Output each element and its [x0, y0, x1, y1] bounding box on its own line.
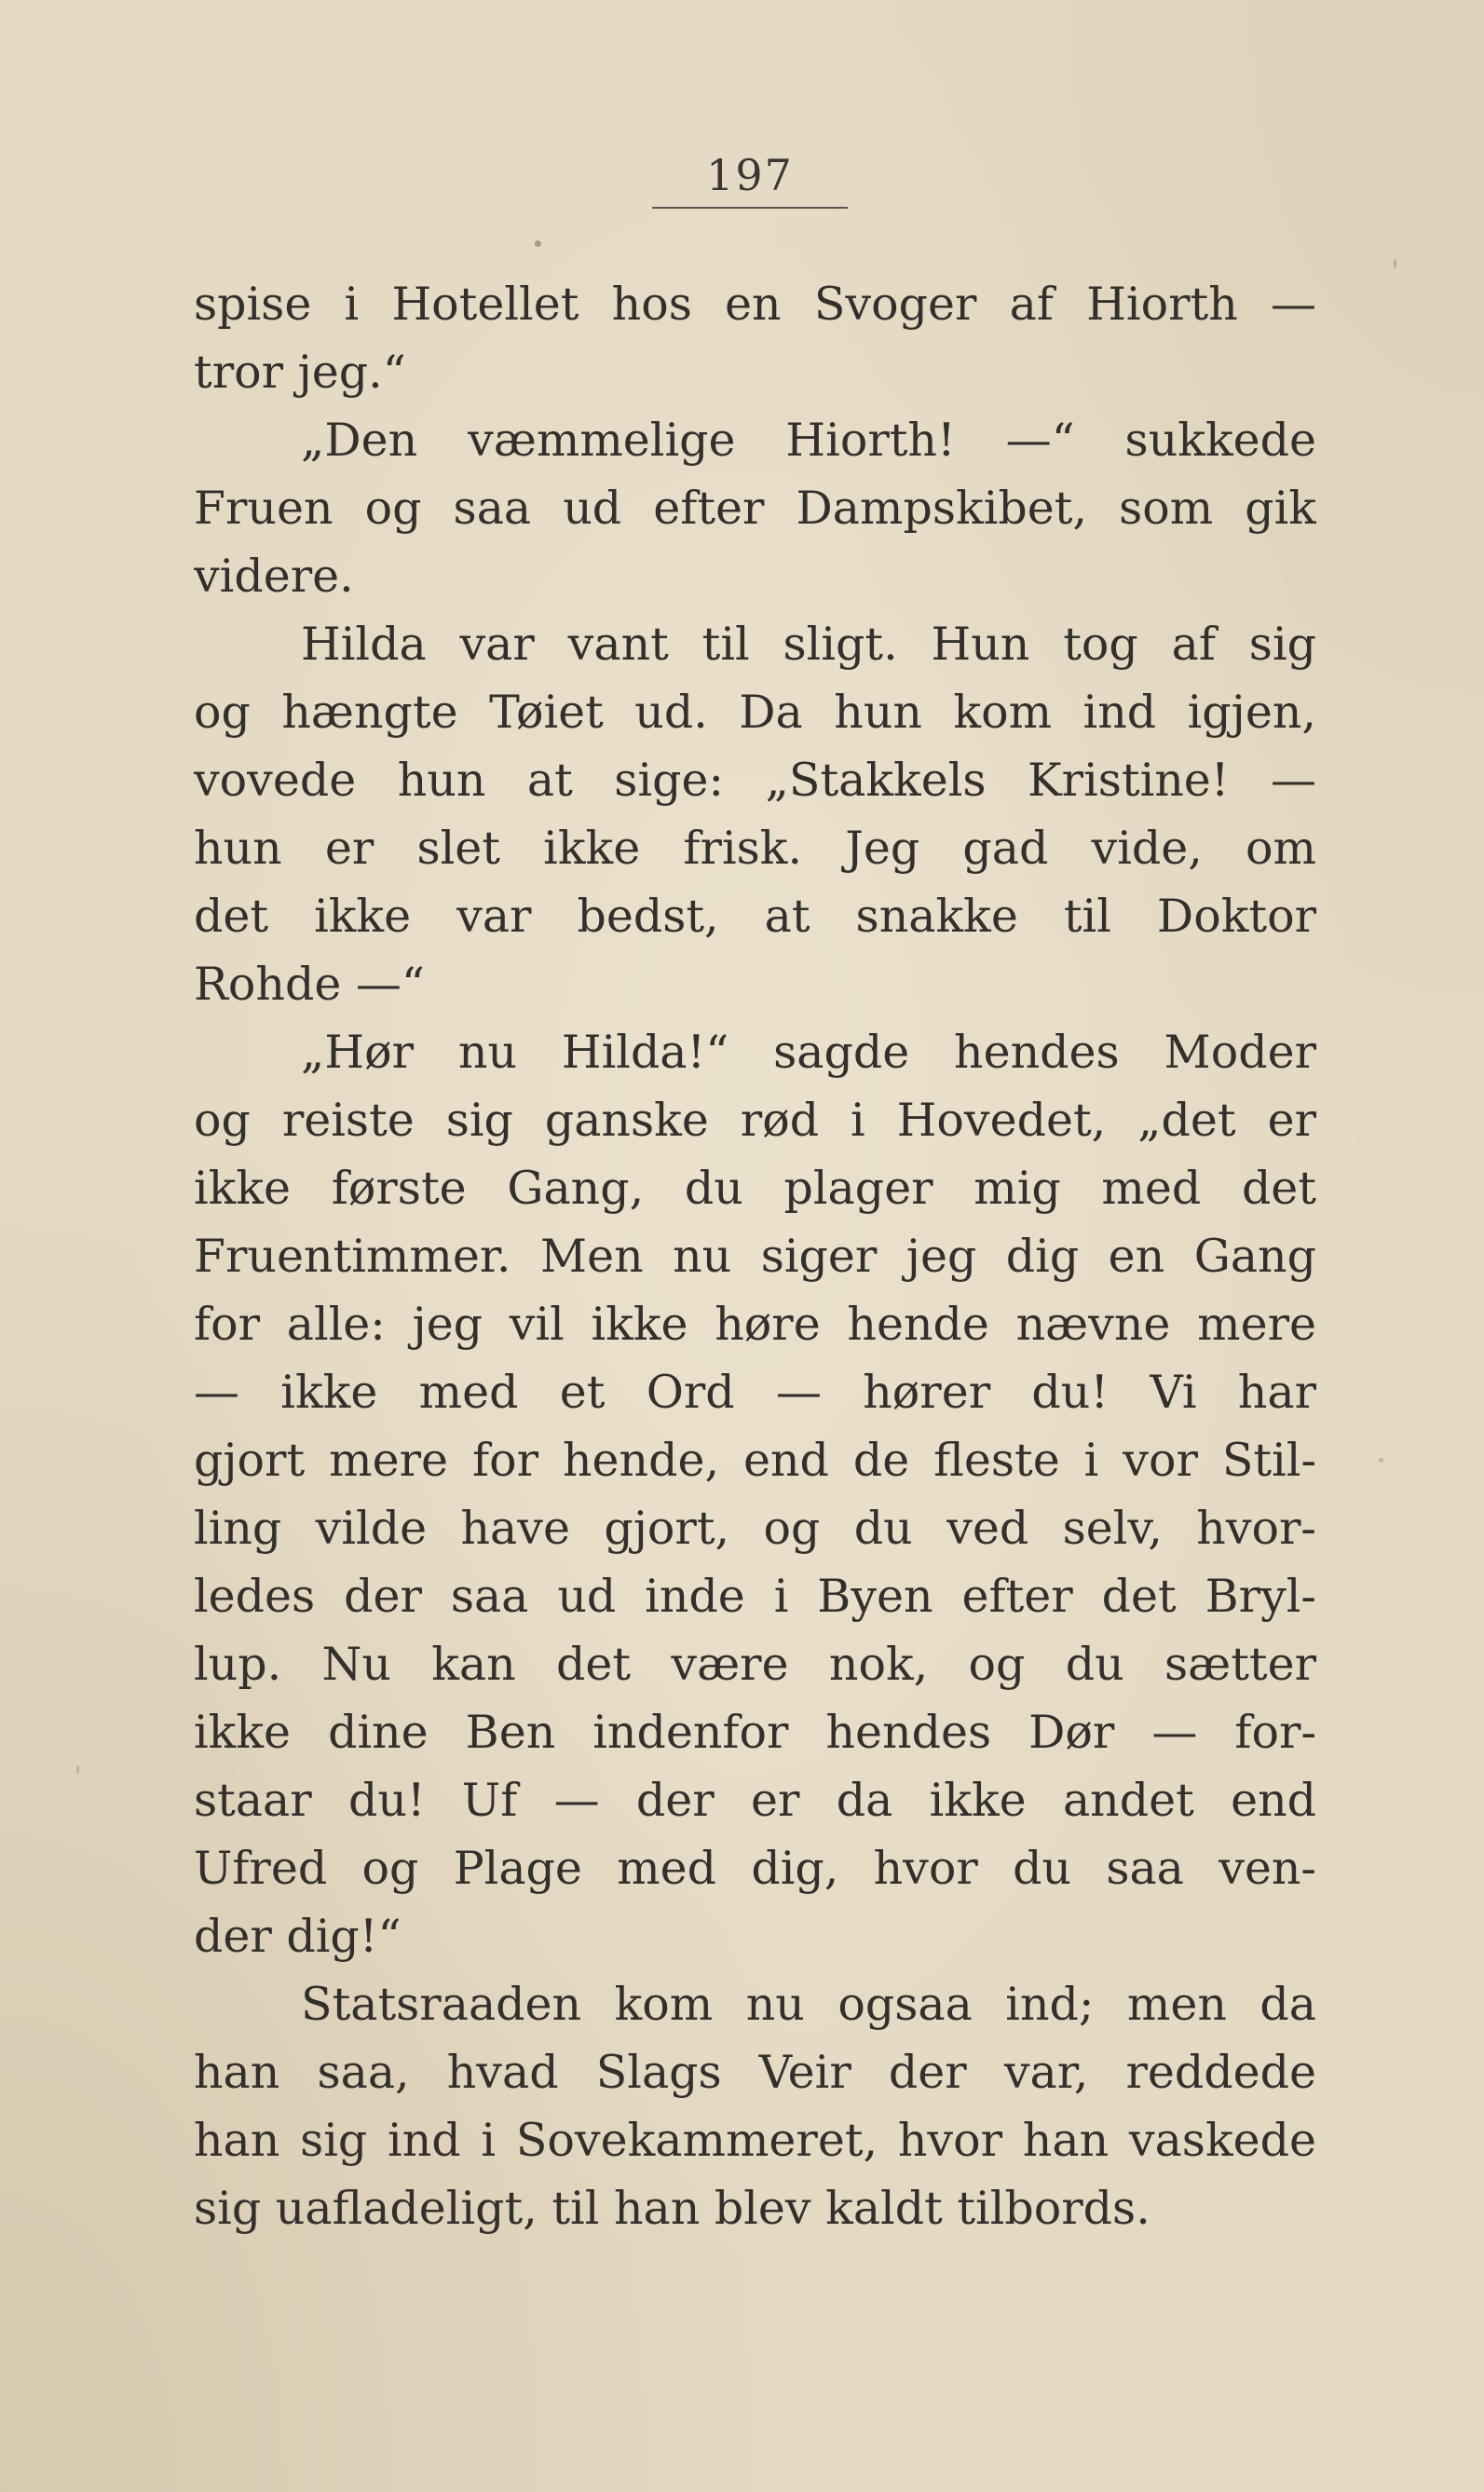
ink-speck — [1394, 259, 1396, 268]
text-line: ledes der saa ud inde i Byen efter det Bryl- — [194, 1570, 1316, 1623]
ink-speck — [1379, 1458, 1383, 1463]
text-line: lup. Nu kan det være nok, og du sætter — [194, 1638, 1316, 1691]
text-line: sig uafladeligt, til han blev kaldt tilbords. — [194, 2182, 1150, 2235]
text-line: Statsraaden kom nu ogsaa ind; men da — [301, 1978, 1316, 2031]
text-line: gjort mere for hende, end de fleste i vor Stil- — [194, 1434, 1316, 1487]
text-line: der dig!“ — [194, 1910, 402, 1963]
text-line: videre. — [194, 550, 354, 603]
text-line: Rohde —“ — [194, 958, 425, 1011]
text-line: for alle: jeg vil ikke høre hende nævne mere — [194, 1298, 1316, 1351]
text-line: staar du! Uf — der er da ikke andet end — [194, 1774, 1316, 1827]
page-number: 197 — [706, 150, 794, 200]
text-line: spise i Hotellet hos en Svoger af Hiorth — — [194, 278, 1316, 331]
text-line: det ikke var bedst, at snakke til Doktor — [194, 890, 1316, 943]
ink-speck — [76, 1765, 79, 1774]
text-line: han saa, hvad Slags Veir der var, reddede — [194, 2046, 1316, 2099]
text-line: ikke første Gang, du plager mig med det — [194, 1162, 1316, 1215]
text-line: hun er slet ikke frisk. Jeg gad vide, om — [194, 822, 1316, 875]
text-line: Hilda var vant til sligt. Hun tog af sig — [301, 618, 1316, 671]
text-line: han sig ind i Sovekammeret, hvor han vaskede — [194, 2114, 1316, 2167]
text-line: „Den væmmelige Hiorth! —“ sukkede — [301, 414, 1316, 467]
body-text — [194, 270, 1316, 2242]
text-line: tror jeg.“ — [194, 346, 406, 399]
text-line: Ufred og Plage med dig, hvor du saa ven- — [194, 1842, 1316, 1895]
text-line: vovede hun at sige: „Stakkels Kristine! — — [194, 754, 1316, 807]
text-line: og reiste sig ganske rød i Hovedet, „det er — [194, 1094, 1316, 1147]
text-line: — ikke med et Ord — hører du! Vi har — [194, 1366, 1316, 1419]
text-line: „Hør nu Hilda!“ sagde hendes Moder — [301, 1026, 1316, 1079]
text-line: og hængte Tøiet ud. Da hun kom ind igjen, — [194, 686, 1316, 739]
text-line: Fruentimmer. Men nu siger jeg dig en Gang — [194, 1230, 1316, 1283]
text-line: ikke dine Ben indenfor hendes Dør — for- — [194, 1706, 1316, 1759]
text-line: ling vilde have gjort, og du ved selv, hvor- — [194, 1502, 1316, 1555]
text-line: Fruen og saa ud efter Dampskibet, som gik — [194, 482, 1316, 535]
page-number-rule — [652, 207, 848, 209]
ink-speck — [535, 240, 541, 247]
